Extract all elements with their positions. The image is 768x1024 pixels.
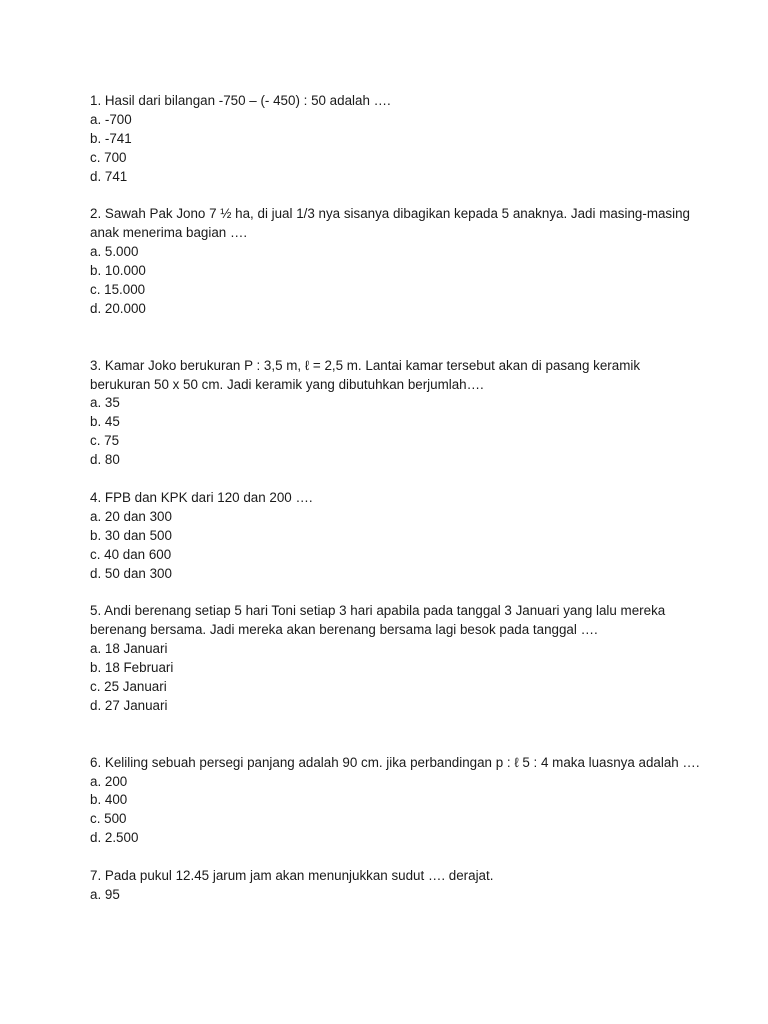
option-c: c. 75 xyxy=(90,433,120,449)
option-c: c. 500 xyxy=(90,811,127,827)
question-6 xyxy=(90,754,700,849)
option-a: a. -700 xyxy=(90,111,132,127)
option-a: a. 5.000 xyxy=(90,244,139,260)
question-text: 3. Kamar Joko berukuran P : 3,5 m, ℓ = 2,5 m. Lantai kamar tersebut akan di pasang keramik berukuran 50 x 50 cm. Jadi keramik yang dibutuhkan berjumlah…. xyxy=(90,357,641,392)
question-text: 2. Sawah Pak Jono 7 ½ ha, di jual 1/3 nya sisanya dibagikan kepada 5 anaknya. Jadi masing-masing anak menerima bagian …. xyxy=(90,206,690,241)
option-b: b. 30 dan 500 xyxy=(90,527,172,543)
option-d: d. 741 xyxy=(90,168,128,184)
question-text: 1. Hasil dari bilangan -750 – (- 450) : 50 adalah …. xyxy=(90,93,391,108)
option-d: d. 2.500 xyxy=(90,830,139,846)
question-5 xyxy=(90,602,700,715)
spacer xyxy=(90,848,700,867)
option-c: c. 25 Januari xyxy=(90,679,167,695)
spacer xyxy=(90,319,700,357)
option-a: a. 20 dan 300 xyxy=(90,508,172,524)
question-2 xyxy=(90,205,700,318)
question-1 xyxy=(90,92,700,187)
option-b: b. 10.000 xyxy=(90,263,146,279)
question-text: 7. Pada pukul 12.45 jarum jam akan menunjukkan sudut …. derajat. xyxy=(90,868,494,884)
question-3 xyxy=(90,357,700,470)
spacer xyxy=(90,584,700,603)
option-a: a. 35 xyxy=(90,395,120,411)
option-c: c. 700 xyxy=(90,149,127,165)
option-c: c. 40 dan 600 xyxy=(90,546,172,562)
option-d: d. 27 Januari xyxy=(90,697,168,713)
option-b: b. -741 xyxy=(90,130,132,146)
question-text: 6. Keliling sebuah persegi panjang adalah 90 cm. jika perbandingan p : ℓ 5 : 4 maka luasnya adalah …. xyxy=(90,754,700,770)
option-a: a. 18 Januari xyxy=(90,641,168,657)
question-4 xyxy=(90,489,700,584)
spacer xyxy=(90,716,700,754)
quiz-document xyxy=(90,92,700,905)
option-d: d. 20.000 xyxy=(90,300,146,316)
option-c: c. 15.000 xyxy=(90,282,146,298)
option-b: b. 400 xyxy=(90,792,128,808)
question-7 xyxy=(90,867,700,905)
spacer xyxy=(90,470,700,489)
option-a: a. 95 xyxy=(90,886,120,902)
spacer xyxy=(90,187,700,206)
option-d: d. 80 xyxy=(90,452,120,468)
question-text: 5. Andi berenang setiap 5 hari Toni setiap 3 hari apabila pada tanggal 3 Januari yang lalu mereka berenang bersama. Jadi mereka akan berenang bersama lagi besok pada tanggal …. xyxy=(90,603,666,638)
question-text: 4. FPB dan KPK dari 120 dan 200 …. xyxy=(90,489,313,505)
option-b: b. 18 Februari xyxy=(90,660,174,676)
option-b: b. 45 xyxy=(90,414,120,430)
option-d: d. 50 dan 300 xyxy=(90,565,172,581)
option-a: a. 200 xyxy=(90,773,128,789)
